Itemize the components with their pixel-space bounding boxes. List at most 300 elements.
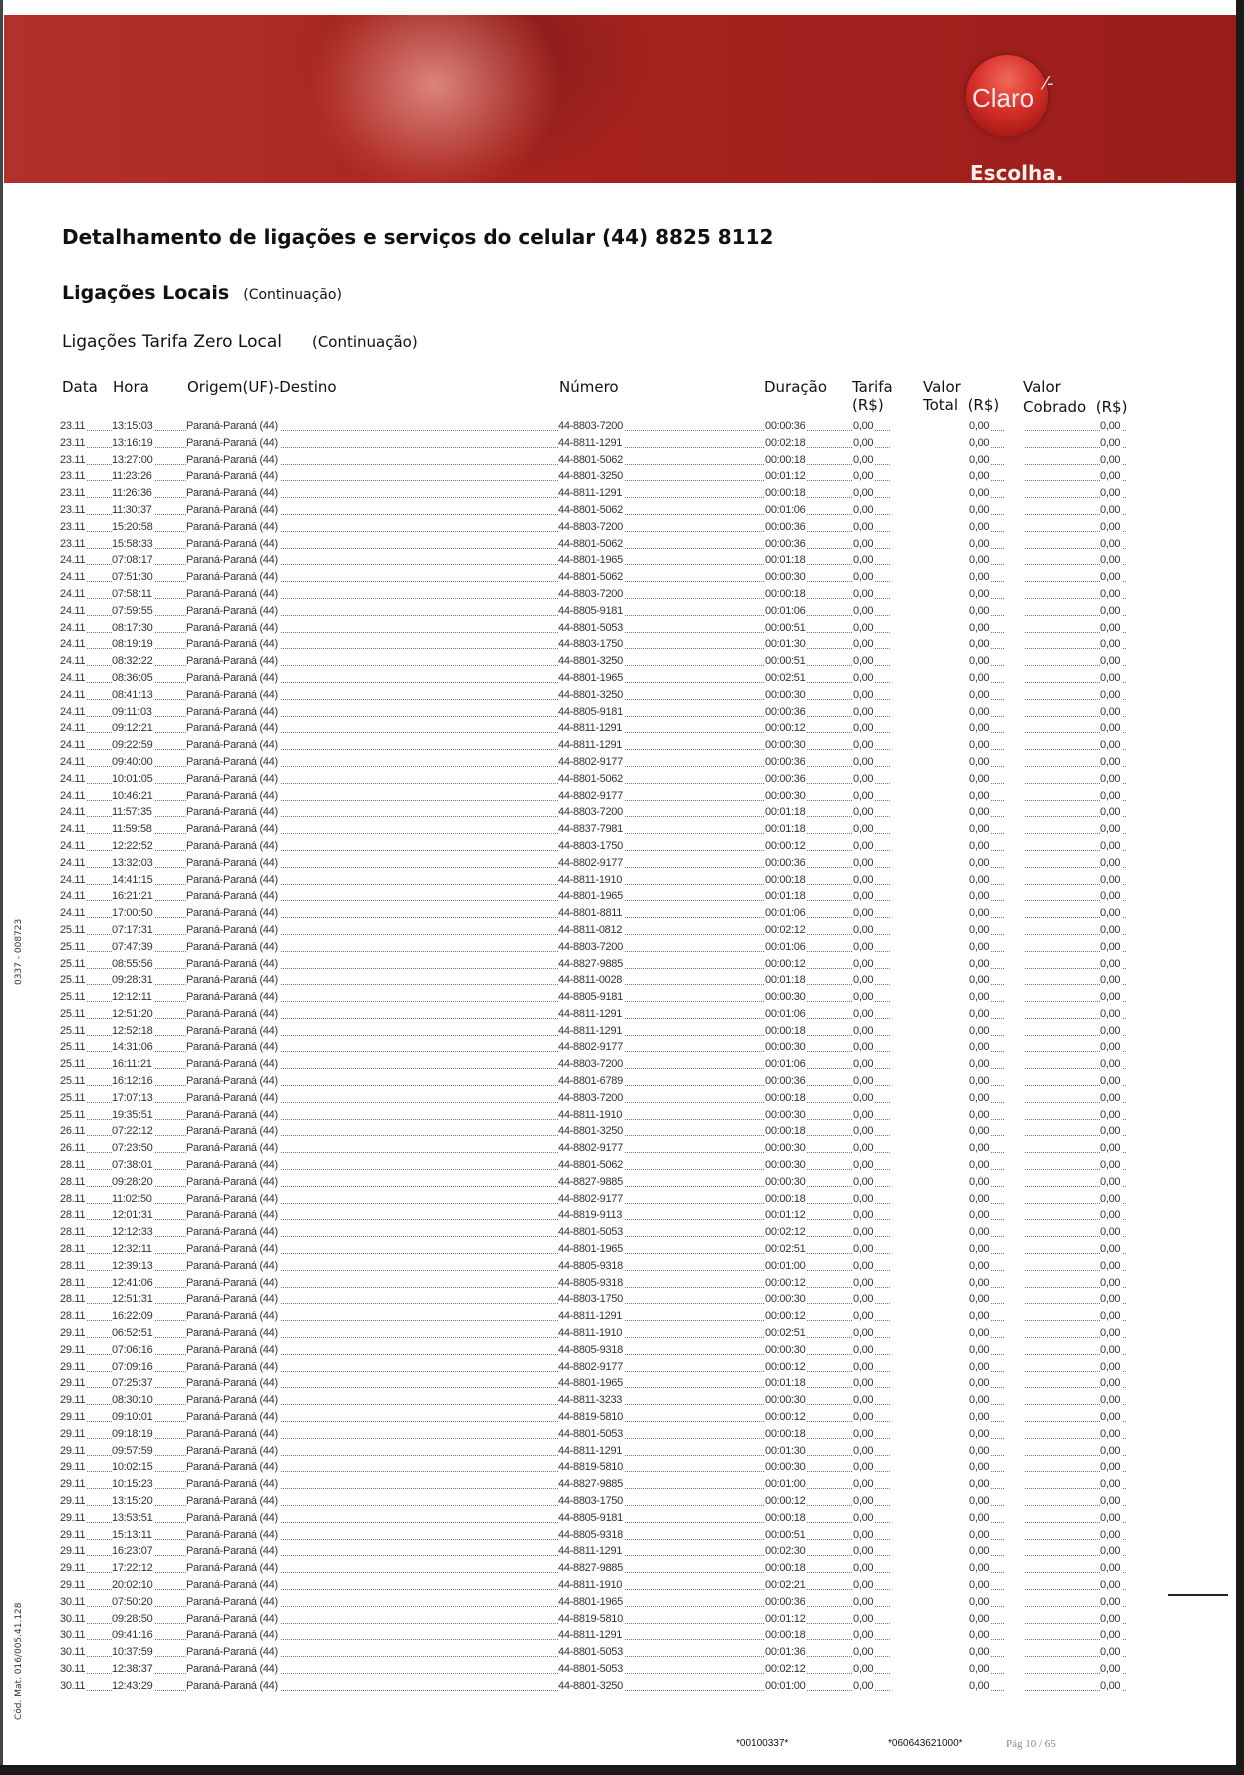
call-date: 24.11: [60, 772, 86, 785]
call-number: 44-8811-1291: [558, 1024, 623, 1037]
call-time: 10:01:05: [112, 772, 153, 785]
call-tariff: 0,00: [853, 1478, 874, 1491]
call-tariff: 0,00: [853, 554, 874, 567]
call-charged: 0,00: [1100, 1427, 1121, 1440]
call-charged: 0,00: [1100, 722, 1121, 735]
leader-gap: [890, 485, 968, 501]
call-origin: Paraná-Paraná (44): [186, 991, 278, 1004]
call-tariff: 0,00: [853, 1679, 874, 1692]
col-tarifa: [852, 378, 893, 414]
call-total: 0,00: [969, 1293, 990, 1306]
call-origin: Paraná-Paraná (44): [186, 957, 278, 970]
call-duration: 00:00:18: [765, 1427, 806, 1440]
call-origin: Paraná-Paraná (44): [186, 1007, 278, 1020]
table-row: [60, 1056, 1126, 1073]
call-duration: 00:02:18: [765, 436, 806, 449]
call-number: 44-8819-5810: [558, 1411, 623, 1424]
leader-gap: [890, 1291, 968, 1307]
call-total: 0,00: [969, 873, 990, 886]
table-row: [60, 586, 1126, 603]
leader-gap: [1005, 1493, 1025, 1509]
leader-gap: [1005, 1560, 1025, 1576]
call-date: 24.11: [60, 705, 86, 718]
call-tariff: 0,00: [853, 839, 874, 852]
call-origin: Paraná-Paraná (44): [186, 1343, 278, 1356]
leader-gap: [1005, 1611, 1025, 1627]
page-title: Detalhamento de ligações e serviços do celular (44) 8825 8112: [62, 225, 774, 249]
leader-gap: [1005, 888, 1025, 904]
leader-gap: [890, 855, 968, 871]
call-time: 11:02:50: [112, 1192, 152, 1205]
leader-gap: [1005, 687, 1025, 703]
call-origin: Paraná-Paraná (44): [186, 436, 278, 449]
call-tariff: 0,00: [853, 1159, 874, 1172]
call-charged: 0,00: [1100, 705, 1121, 718]
call-time: 12:12:11: [112, 991, 152, 1004]
table-row: [60, 989, 1126, 1006]
margin-mark: [1168, 1594, 1228, 1596]
call-duration: 00:00:12: [765, 1276, 806, 1289]
leader-gap: [1005, 1359, 1025, 1375]
call-origin: Paraná-Paraná (44): [186, 923, 278, 936]
call-tariff: 0,00: [853, 453, 874, 466]
table-row: [60, 670, 1126, 687]
call-time: 07:50:20: [112, 1595, 153, 1608]
call-charged: 0,00: [1100, 1511, 1121, 1524]
call-tariff: 0,00: [853, 772, 874, 785]
call-origin: Paraná-Paraná (44): [186, 755, 278, 768]
call-number: 44-8811-1910: [558, 1327, 623, 1340]
leader-gap: [1005, 653, 1025, 669]
call-tariff: 0,00: [853, 655, 874, 668]
leader-gap: [1005, 737, 1025, 753]
call-date: 28.11: [60, 1209, 86, 1222]
leader-gap: [890, 1443, 968, 1459]
call-number: 44-8811-1910: [558, 1108, 623, 1121]
leader-gap: [890, 468, 968, 484]
call-time: 07:09:16: [112, 1360, 153, 1373]
call-total: 0,00: [969, 1411, 990, 1424]
call-total: 0,00: [969, 688, 990, 701]
table-row: [60, 1258, 1126, 1275]
leader-gap: [1005, 1191, 1025, 1207]
call-total: 0,00: [969, 1192, 990, 1205]
call-origin: Paraná-Paraná (44): [186, 890, 278, 903]
call-date: 30.11: [60, 1612, 86, 1625]
table-row: [60, 485, 1126, 502]
call-time: 08:30:10: [112, 1394, 153, 1407]
call-number: 44-8801-3250: [558, 1679, 623, 1692]
call-number: 44-8802-9177: [558, 1041, 623, 1054]
call-tariff: 0,00: [853, 487, 874, 500]
call-origin: Paraná-Paraná (44): [186, 1058, 278, 1071]
call-tariff: 0,00: [853, 1058, 874, 1071]
call-total: 0,00: [969, 436, 990, 449]
table-row: [60, 804, 1126, 821]
leader-gap: [1005, 1090, 1025, 1106]
call-number: 44-8811-1291: [558, 1444, 623, 1457]
call-time: 15:20:58: [112, 520, 153, 533]
call-tariff: 0,00: [853, 1394, 874, 1407]
call-origin: Paraná-Paraná (44): [186, 1327, 278, 1340]
leader-gap: [890, 1308, 968, 1324]
call-number: 44-8805-9181: [558, 705, 623, 718]
call-origin: Paraná-Paraná (44): [186, 1578, 278, 1591]
call-origin: Paraná-Paraná (44): [186, 587, 278, 600]
call-tariff: 0,00: [853, 957, 874, 970]
call-origin: Paraná-Paraná (44): [186, 1108, 278, 1121]
call-total: 0,00: [969, 470, 990, 483]
call-total: 0,00: [969, 1142, 990, 1155]
leader-gap: [890, 670, 968, 686]
call-charged: 0,00: [1100, 1394, 1121, 1407]
table-row: [60, 1527, 1126, 1544]
table-row: [60, 737, 1126, 754]
table-row: [60, 788, 1126, 805]
call-charged: 0,00: [1100, 1595, 1121, 1608]
call-time: 09:28:20: [112, 1175, 153, 1188]
leader-gap: [890, 603, 968, 619]
call-duration: 00:00:12: [765, 722, 806, 735]
call-date: 23.11: [60, 470, 86, 483]
call-tariff: 0,00: [853, 856, 874, 869]
call-time: 12:52:18: [112, 1024, 153, 1037]
call-charged: 0,00: [1100, 974, 1121, 987]
table-row: [60, 1426, 1126, 1443]
call-time: 14:31:06: [112, 1041, 153, 1054]
call-charged: 0,00: [1100, 957, 1121, 970]
call-charged: 0,00: [1100, 571, 1121, 584]
call-origin: Paraná-Paraná (44): [186, 1679, 278, 1692]
call-origin: Paraná-Paraná (44): [186, 940, 278, 953]
call-time: 10:15:23: [112, 1478, 153, 1491]
call-time: 12:38:37: [112, 1662, 153, 1675]
call-date: 24.11: [60, 671, 86, 684]
call-time: 07:22:12: [112, 1125, 153, 1138]
call-duration: 00:00:12: [765, 957, 806, 970]
call-total: 0,00: [969, 1243, 990, 1256]
call-number: 44-8827-9885: [558, 957, 623, 970]
table-row: [60, 872, 1126, 889]
leader-gap: [890, 636, 968, 652]
call-tariff: 0,00: [853, 806, 874, 819]
call-number: 44-8801-1965: [558, 890, 623, 903]
table-row: [60, 855, 1126, 872]
leader-gap: [890, 939, 968, 955]
call-duration: 00:01:12: [765, 1209, 806, 1222]
call-charged: 0,00: [1100, 1310, 1121, 1323]
footer-barcode-1: *00100337*: [736, 1738, 789, 1749]
call-total: 0,00: [969, 671, 990, 684]
call-tariff: 0,00: [853, 1276, 874, 1289]
call-date: 23.11: [60, 520, 86, 533]
call-number: 44-8801-8811: [558, 907, 623, 920]
leader-gap: [1005, 956, 1025, 972]
call-tariff: 0,00: [853, 1226, 874, 1239]
call-total: 0,00: [969, 1495, 990, 1507]
table-row: [60, 771, 1126, 788]
call-charged: 0,00: [1100, 587, 1121, 600]
call-origin: Paraná-Paraná (44): [186, 789, 278, 802]
leader-gap: [890, 905, 968, 921]
call-time: 12:32:11: [112, 1243, 152, 1256]
call-duration: 00:01:06: [765, 1007, 806, 1020]
call-number: 44-8827-9885: [558, 1478, 623, 1491]
call-origin: Paraná-Paraná (44): [186, 1142, 278, 1155]
table-row: [60, 636, 1126, 653]
call-charged: 0,00: [1100, 739, 1121, 752]
call-origin: Paraná-Paraná (44): [186, 655, 278, 668]
call-charged: 0,00: [1100, 436, 1121, 449]
call-tariff: 0,00: [853, 1293, 874, 1306]
col-data: Data: [62, 378, 98, 396]
leader-gap: [890, 1661, 968, 1677]
call-total: 0,00: [969, 1175, 990, 1188]
call-origin: Paraná-Paraná (44): [186, 1461, 278, 1474]
call-origin: Paraná-Paraná (44): [186, 1662, 278, 1675]
call-tariff: 0,00: [853, 991, 874, 1004]
call-time: 10:02:15: [112, 1461, 153, 1474]
table-row: [60, 1224, 1126, 1241]
call-origin: Paraná-Paraná (44): [186, 1041, 278, 1054]
call-duration: 00:01:30: [765, 1444, 806, 1457]
call-time: 09:11:03: [112, 705, 152, 718]
call-number: 44-8801-6789: [558, 1075, 623, 1088]
table-row: [60, 1594, 1126, 1611]
table-row: [60, 939, 1126, 956]
leader-gap: [1005, 1443, 1025, 1459]
leader-gap: [1005, 1174, 1025, 1190]
call-origin: Paraná-Paraná (44): [186, 1646, 278, 1659]
leader-gap: [890, 872, 968, 888]
call-date: 23.11: [60, 453, 86, 466]
table-row: [60, 1560, 1126, 1577]
call-tariff: 0,00: [853, 621, 874, 634]
call-total: 0,00: [969, 856, 990, 869]
leader-gap: [890, 1006, 968, 1022]
call-date: 24.11: [60, 839, 86, 852]
call-duration: 00:00:30: [765, 739, 806, 752]
call-tariff: 0,00: [853, 1528, 874, 1541]
leader-gap: [890, 452, 968, 468]
col-vc-l1: Valor: [1023, 378, 1061, 396]
call-tariff: 0,00: [853, 1259, 874, 1272]
leader-gap: [1005, 939, 1025, 955]
call-total: 0,00: [969, 1528, 990, 1541]
leader-gap: [1005, 1123, 1025, 1139]
call-total: 0,00: [969, 1159, 990, 1172]
leader-gap: [1005, 1308, 1025, 1324]
call-number: 44-8805-9181: [558, 991, 623, 1004]
call-date: 29.11: [60, 1461, 86, 1474]
call-origin: Paraná-Paraná (44): [186, 1528, 278, 1541]
call-tariff: 0,00: [853, 604, 874, 617]
call-origin: Paraná-Paraná (44): [186, 705, 278, 718]
leader-gap: [890, 552, 968, 568]
leader-gap: [1005, 552, 1025, 568]
leader-gap: [1005, 1207, 1025, 1223]
table-row: [60, 1611, 1126, 1628]
call-time: 16:22:09: [112, 1310, 153, 1323]
call-time: 07:59:55: [112, 604, 153, 617]
call-date: 30.11: [60, 1629, 86, 1642]
call-total: 0,00: [969, 1108, 990, 1121]
call-time: 12:51:20: [112, 1007, 153, 1020]
col-duracao: Duração: [764, 378, 828, 396]
call-time: 10:37:59: [112, 1646, 153, 1659]
table-row: [60, 1342, 1126, 1359]
call-date: 30.11: [60, 1662, 86, 1675]
call-time: 08:17:30: [112, 621, 153, 634]
leader-gap: [890, 737, 968, 753]
leader-gap: [1005, 1157, 1025, 1173]
call-date: 25.11: [60, 1091, 86, 1104]
leader-gap: [1005, 838, 1025, 854]
leader-gap: [1005, 1006, 1025, 1022]
call-date: 24.11: [60, 554, 86, 567]
call-date: 25.11: [60, 1041, 86, 1054]
call-date: 25.11: [60, 1058, 86, 1071]
call-total: 0,00: [969, 1444, 990, 1457]
call-charged: 0,00: [1100, 1646, 1121, 1659]
call-duration: 00:00:36: [765, 705, 806, 718]
call-duration: 00:00:18: [765, 587, 806, 600]
call-charged: 0,00: [1100, 420, 1121, 432]
table-row: [60, 704, 1126, 721]
call-tariff: 0,00: [853, 638, 874, 651]
call-date: 26.11: [60, 1142, 86, 1155]
call-duration: 00:00:12: [765, 1411, 806, 1424]
col-vc-l2: Cobrado (R$): [1023, 398, 1128, 416]
leader-gap: [890, 1359, 968, 1375]
call-number: 44-8805-9318: [558, 1528, 623, 1541]
call-date: 30.11: [60, 1595, 86, 1608]
leader-gap: [1005, 536, 1025, 552]
call-duration: 00:01:12: [765, 470, 806, 483]
call-duration: 00:00:18: [765, 1091, 806, 1104]
call-number: 44-8801-5062: [558, 453, 623, 466]
call-charged: 0,00: [1100, 487, 1121, 500]
leader-gap: [890, 1123, 968, 1139]
call-number: 44-8801-5053: [558, 1226, 623, 1239]
table-row: [60, 1627, 1126, 1644]
leader-gap: [1005, 1224, 1025, 1240]
leader-gap: [1005, 519, 1025, 535]
leader-gap: [890, 1140, 968, 1156]
call-date: 29.11: [60, 1444, 86, 1457]
call-total: 0,00: [969, 1327, 990, 1340]
call-total: 0,00: [969, 739, 990, 752]
leader-gap: [1005, 418, 1025, 434]
leader-gap: [890, 502, 968, 518]
call-tariff: 0,00: [853, 1511, 874, 1524]
call-duration: 00:01:00: [765, 1679, 806, 1692]
call-charged: 0,00: [1100, 806, 1121, 819]
call-date: 25.11: [60, 991, 86, 1004]
call-tariff: 0,00: [853, 722, 874, 735]
call-duration: 00:00:30: [765, 1461, 806, 1474]
call-tariff: 0,00: [853, 1411, 874, 1424]
table-row: [60, 1191, 1126, 1208]
table-row: [60, 972, 1126, 989]
call-total: 0,00: [969, 1612, 990, 1625]
call-total: 0,00: [969, 839, 990, 852]
call-duration: 00:00:30: [765, 1394, 806, 1407]
call-date: 25.11: [60, 1075, 86, 1088]
call-number: 44-8805-9181: [558, 604, 623, 617]
call-origin: Paraná-Paraná (44): [186, 1495, 278, 1507]
call-duration: 00:02:12: [765, 1226, 806, 1239]
call-duration: 00:01:06: [765, 1058, 806, 1071]
call-date: 25.11: [60, 974, 86, 987]
call-tariff: 0,00: [853, 503, 874, 516]
leader-gap: [890, 1207, 968, 1223]
call-duration: 00:00:30: [765, 1108, 806, 1121]
call-number: 44-8805-9318: [558, 1259, 623, 1272]
call-duration: 00:01:18: [765, 974, 806, 987]
call-tariff: 0,00: [853, 1360, 874, 1373]
table-row: [60, 603, 1126, 620]
col-vt-l2: Total (R$): [923, 396, 1000, 414]
call-charged: 0,00: [1100, 1209, 1121, 1222]
call-charged: 0,00: [1100, 1377, 1121, 1390]
call-total: 0,00: [969, 907, 990, 920]
call-origin: Paraná-Paraná (44): [186, 1209, 278, 1222]
call-total: 0,00: [969, 1226, 990, 1239]
call-number: 44-8801-5053: [558, 1662, 623, 1675]
leader-gap: [890, 972, 968, 988]
call-charged: 0,00: [1100, 537, 1121, 550]
call-total: 0,00: [969, 1259, 990, 1272]
call-time: 11:59:58: [112, 823, 152, 836]
table-row: [60, 536, 1126, 553]
call-date: 29.11: [60, 1562, 86, 1575]
call-origin: Paraná-Paraná (44): [186, 1411, 278, 1424]
call-charged: 0,00: [1100, 1091, 1121, 1104]
table-row: [60, 1174, 1126, 1191]
call-origin: Paraná-Paraná (44): [186, 772, 278, 785]
leader-gap: [1005, 502, 1025, 518]
table-row: [60, 1157, 1126, 1174]
call-charged: 0,00: [1100, 890, 1121, 903]
call-number: 44-8801-5053: [558, 1646, 623, 1659]
call-origin: Paraná-Paraná (44): [186, 739, 278, 752]
call-charged: 0,00: [1100, 1175, 1121, 1188]
call-origin: Paraná-Paraná (44): [186, 420, 278, 432]
call-number: 44-8801-3250: [558, 1125, 623, 1138]
call-total: 0,00: [969, 890, 990, 903]
leader-gap: [890, 435, 968, 451]
table-row: [60, 552, 1126, 569]
call-charged: 0,00: [1100, 1075, 1121, 1088]
call-date: 24.11: [60, 621, 86, 634]
call-duration: 00:02:12: [765, 923, 806, 936]
call-origin: Paraná-Paraná (44): [186, 1377, 278, 1390]
leader-gap: [890, 1090, 968, 1106]
leader-gap: [890, 888, 968, 904]
call-tariff: 0,00: [853, 1461, 874, 1474]
call-number: 44-8837-7981: [558, 823, 623, 836]
call-duration: 00:00:18: [765, 487, 806, 500]
call-charged: 0,00: [1100, 772, 1121, 785]
leader-gap: [890, 1157, 968, 1173]
call-duration: 00:00:18: [765, 1192, 806, 1205]
table-row: [60, 452, 1126, 469]
call-time: 17:00:50: [112, 907, 153, 920]
call-tariff: 0,00: [853, 1578, 874, 1591]
call-charged: 0,00: [1100, 823, 1121, 836]
call-origin: Paraná-Paraná (44): [186, 1629, 278, 1642]
